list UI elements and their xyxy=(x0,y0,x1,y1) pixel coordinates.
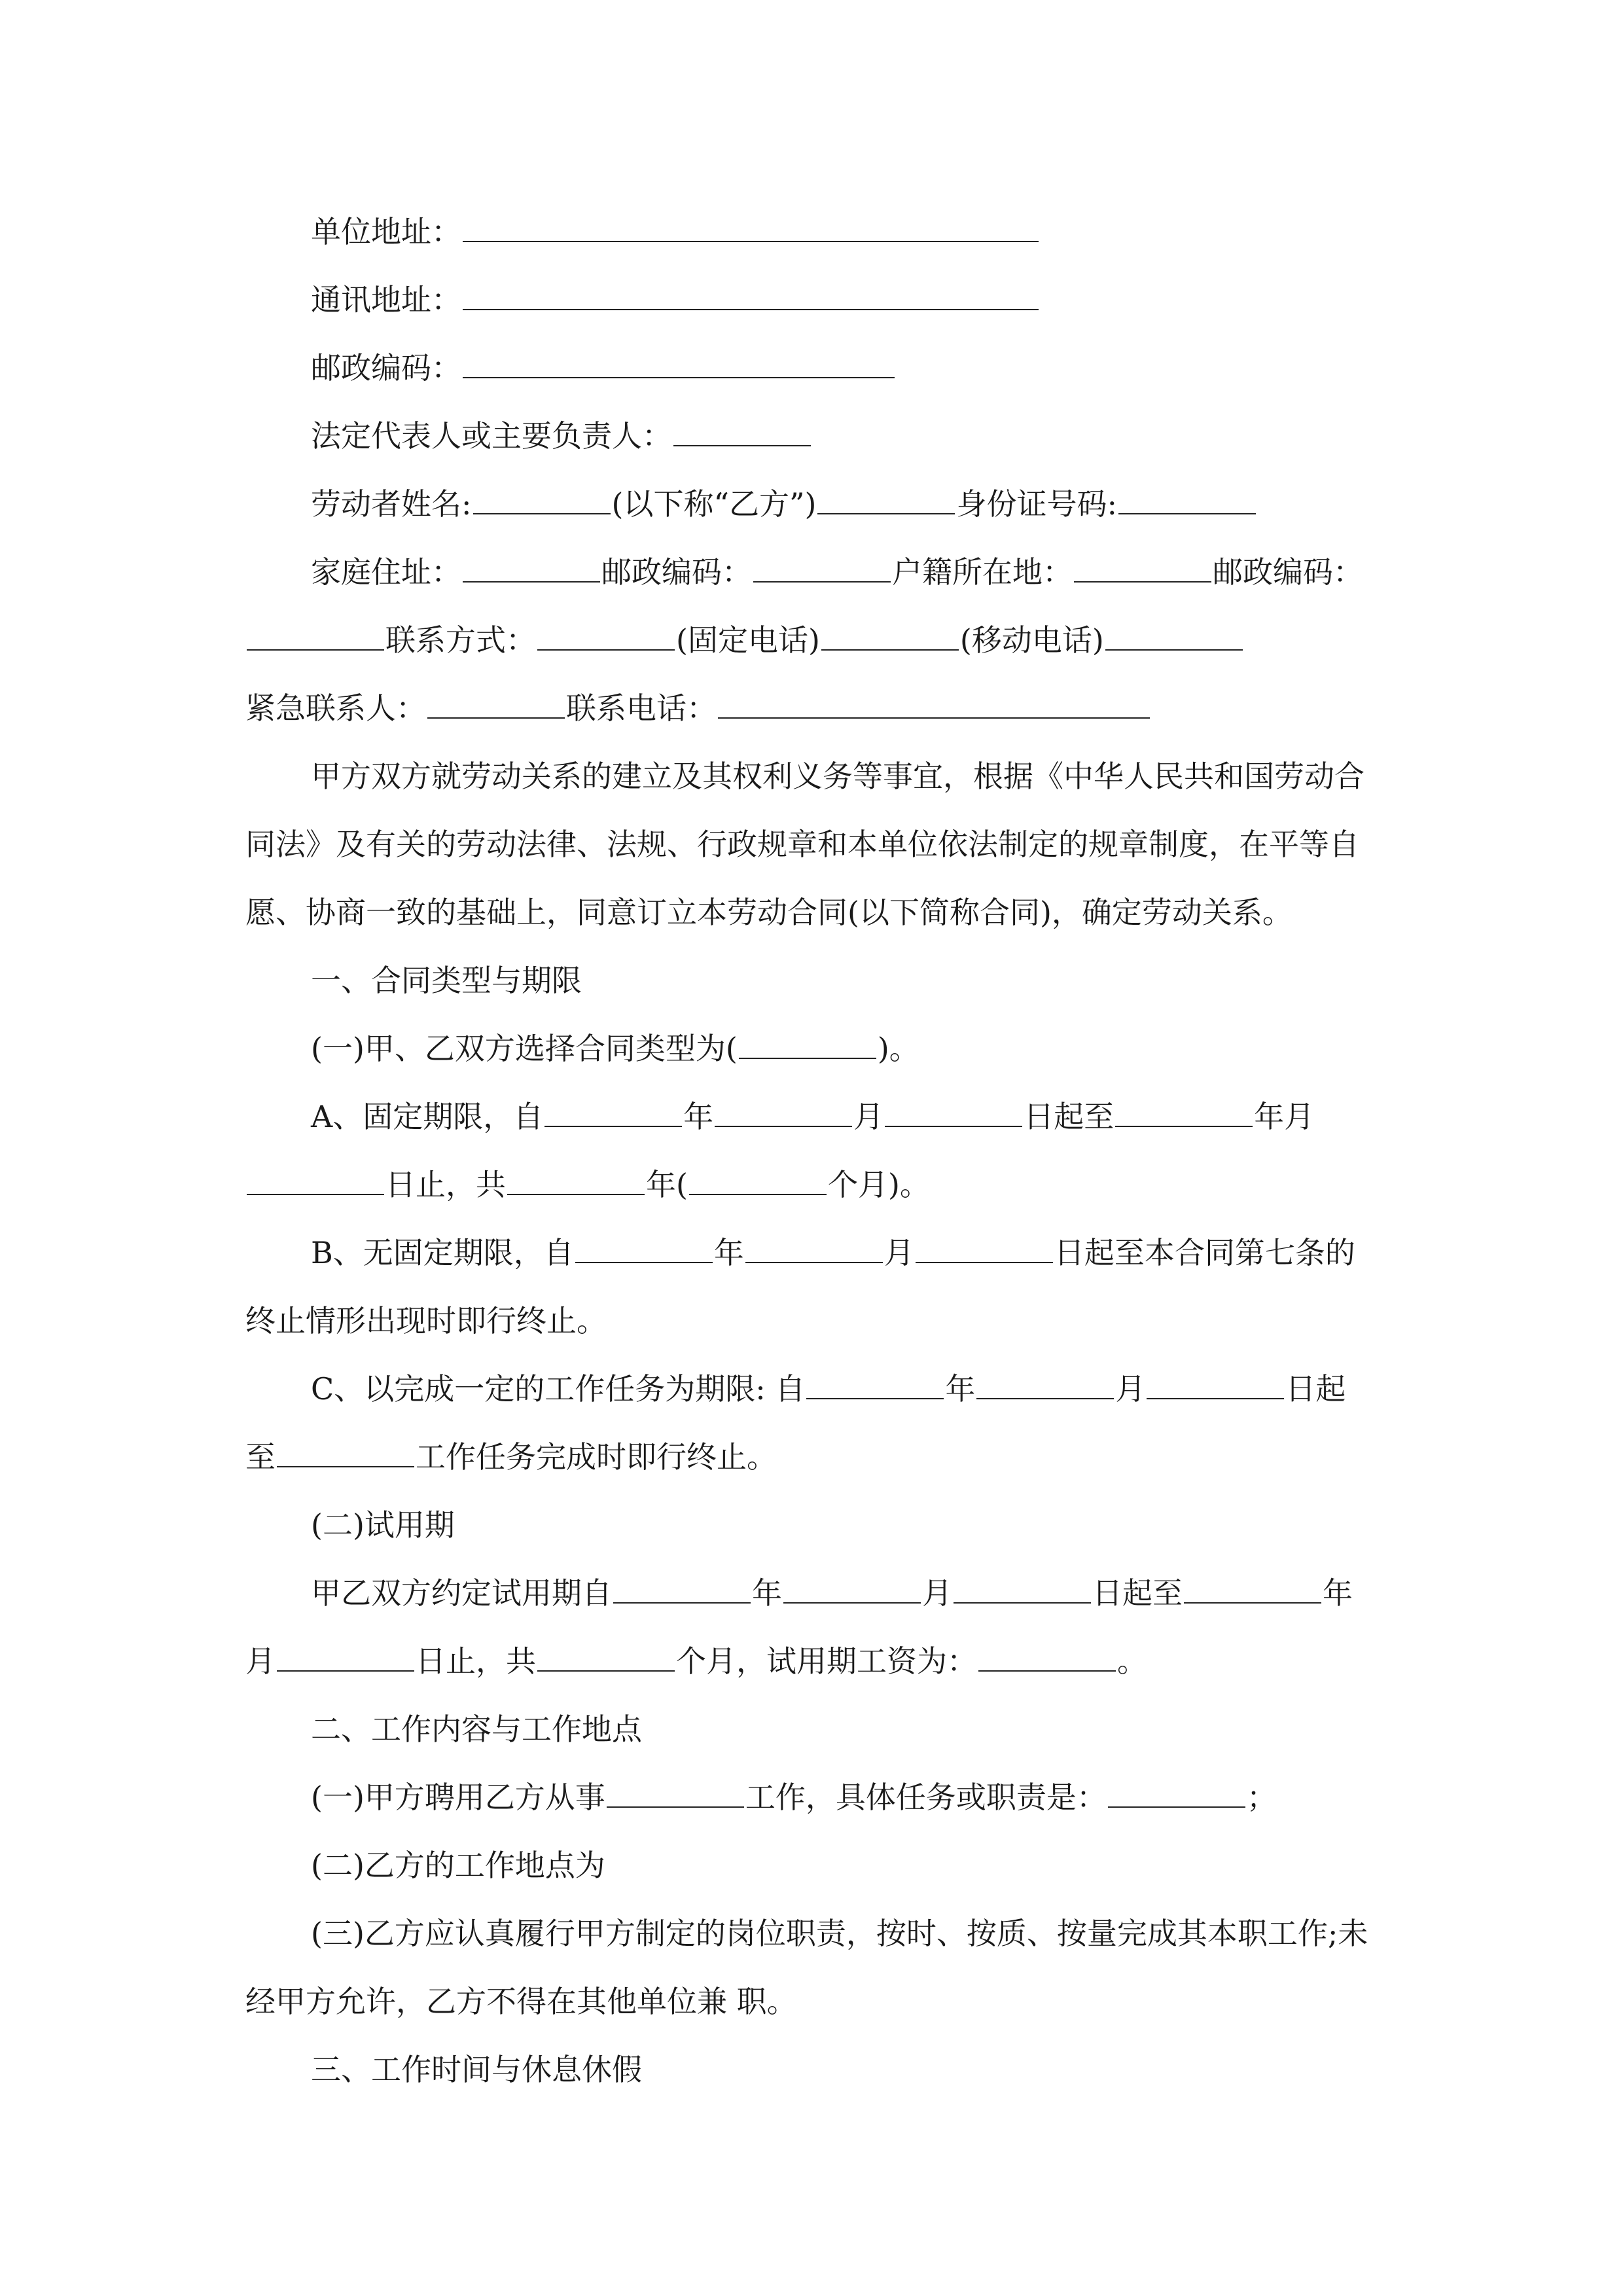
document-body xyxy=(245,198,1374,2104)
mail-address-line xyxy=(245,266,1374,334)
home-address-label: 家庭住址： xyxy=(311,554,461,590)
open-term-label: B、无固定期限，自 xyxy=(311,1235,574,1270)
contact-blank[interactable] xyxy=(537,649,675,651)
probation-title: (二)试用期 xyxy=(311,1507,455,1543)
fixed-phone-label: (固定电话) xyxy=(676,622,820,658)
worker-extra-blank[interactable] xyxy=(817,512,955,514)
contract-type-label: (一)甲、乙双方选择合同类型为( xyxy=(311,1031,738,1066)
legal-rep-label: 法定代表人或主要负责人： xyxy=(311,418,672,454)
job-line xyxy=(245,1763,1374,1831)
day-from-label: 日起至 xyxy=(1024,1099,1115,1134)
hukou-label: 户籍所在地： xyxy=(892,554,1073,590)
id-number-blank[interactable] xyxy=(1118,512,1256,514)
section-3-title: 三、工作时间与休息休假 xyxy=(311,2052,642,2087)
worker-name-label: 劳动者姓名: xyxy=(311,486,472,522)
worker-name-line xyxy=(245,470,1374,538)
job-duty-label: 工作，具体任务或职责是： xyxy=(745,1780,1107,1815)
probation-start-month-blank[interactable] xyxy=(783,1602,921,1604)
probation-months-blank[interactable] xyxy=(537,1670,675,1672)
section-1-title: 一、合同类型与期限 xyxy=(311,963,582,998)
legal-rep-line xyxy=(245,402,1374,470)
unit-address-label: 单位地址： xyxy=(311,214,461,249)
worker-name-blank[interactable] xyxy=(473,512,611,514)
fixed-start-month-blank[interactable] xyxy=(715,1125,852,1127)
job-blank[interactable] xyxy=(607,1806,744,1808)
day-from-label: 日起至 xyxy=(1092,1575,1183,1611)
month-label: 月 xyxy=(883,1235,914,1270)
mail-address-label: 通讯地址： xyxy=(311,282,461,317)
emergency-blank[interactable] xyxy=(427,717,565,719)
unit-address-line xyxy=(245,198,1374,266)
fixed-phone-blank[interactable] xyxy=(821,649,959,651)
task-term-label: C、以完成一定的工作任务为期限: 自 xyxy=(311,1371,806,1407)
probation-line xyxy=(245,1559,1374,1695)
fixed-years-label: 年( xyxy=(646,1167,688,1202)
fixed-term-line xyxy=(245,1083,1374,1219)
probation-wage-blank[interactable] xyxy=(978,1670,1116,1672)
probation-end-day-blank[interactable] xyxy=(277,1670,414,1672)
task-from-label: 起至 xyxy=(245,1371,1346,1475)
fixed-end-label: 日止，共 xyxy=(385,1167,506,1202)
open-start-day-blank[interactable] xyxy=(916,1261,1053,1263)
fixed-months-blank[interactable] xyxy=(689,1193,827,1195)
year-label: 年 xyxy=(945,1371,976,1407)
job-duty-close: ； xyxy=(1246,1780,1277,1815)
probation-end-year-blank[interactable] xyxy=(1184,1602,1321,1604)
intro-paragraph: 甲方双方就劳动关系的建立及其权利义务等事宜，根据《中华人民共和国劳动合同法》及有关的劳动法律、法规、行政规章和本单位依法制定的规章制度，在平等自愿、协商一致的基础上，同意订立本劳动合同(以下简称合同)，确定劳动关系。 xyxy=(245,759,1364,930)
emergency-line xyxy=(245,674,1374,742)
contract-type-line xyxy=(245,1014,1374,1083)
legal-rep-blank[interactable] xyxy=(673,444,811,446)
contract-type-close: )。 xyxy=(877,1031,919,1066)
contract-type-blank[interactable] xyxy=(739,1057,876,1059)
job-label: (一)甲方聘用乙方从事 xyxy=(311,1780,605,1815)
contact-label: 联系方式： xyxy=(385,622,536,658)
contact-phone-blank[interactable] xyxy=(718,717,1150,719)
probation-start-day-blank[interactable] xyxy=(954,1602,1091,1604)
postal-code-label: 邮政编码： xyxy=(311,350,461,386)
open-start-year-blank[interactable] xyxy=(575,1261,713,1263)
postal-code-2-label: 邮政编码： xyxy=(601,554,752,590)
home-address-blank[interactable] xyxy=(463,581,600,583)
fixed-years-blank[interactable] xyxy=(507,1193,645,1195)
job-duty-blank[interactable] xyxy=(1108,1806,1245,1808)
postal-code-3-label-b: 码： xyxy=(1303,554,1363,590)
day-label: 日 xyxy=(1285,1371,1316,1407)
postal-code-line xyxy=(245,334,1374,402)
probation-months-label: 个月，试用期工资为： xyxy=(676,1643,977,1679)
fixed-end-year-blank[interactable] xyxy=(1115,1125,1253,1127)
mobile-phone-blank[interactable] xyxy=(1105,649,1243,651)
probation-start-year-blank[interactable] xyxy=(613,1602,751,1604)
postal-code-3-label-a: 邮政编 xyxy=(1213,554,1303,590)
task-start-month-blank[interactable] xyxy=(976,1397,1114,1399)
fixed-start-day-blank[interactable] xyxy=(885,1125,1022,1127)
month-label: 月 xyxy=(922,1575,952,1611)
task-term-line xyxy=(245,1355,1374,1491)
postal-code-2-blank[interactable] xyxy=(753,581,891,583)
task-start-day-blank[interactable] xyxy=(1147,1397,1284,1399)
open-start-month-blank[interactable] xyxy=(745,1261,883,1263)
home-address-line xyxy=(245,538,1374,674)
duty-paragraph: (三)乙方应认真履行甲方制定的岗位职责，按时、按质、按量完成其本职工作;未经甲方允许，乙方不得在其他单位兼 职。 xyxy=(245,1916,1368,2019)
fixed-term-label: A、固定期限，自 xyxy=(311,1099,544,1134)
postal-code-blank[interactable] xyxy=(463,376,895,378)
probation-end-label: 日止，共 xyxy=(416,1643,536,1679)
work-location-line: (二)乙方的工作地点为 xyxy=(311,1848,605,1883)
contact-phone-label: 联系电话： xyxy=(566,691,717,726)
emergency-label: 紧急联系人： xyxy=(245,691,426,726)
task-start-year-blank[interactable] xyxy=(806,1397,944,1399)
postal-code-3-blank[interactable] xyxy=(247,649,384,651)
fixed-months-label: 个月)。 xyxy=(827,1167,930,1202)
year-label: 年 xyxy=(713,1235,744,1270)
id-number-label: 身份证号码: xyxy=(956,486,1117,522)
open-term-line xyxy=(245,1219,1374,1355)
open-term-tail: 日起至本合同第七条的终止情形出现时即行终止。 xyxy=(245,1235,1355,1338)
probation-label: 甲乙双方约定试用期自 xyxy=(311,1575,612,1611)
fixed-start-year-blank[interactable] xyxy=(544,1125,682,1127)
task-name-blank[interactable] xyxy=(277,1465,414,1467)
task-term-tail: 工作任务完成时即行终止。 xyxy=(416,1439,777,1475)
hukou-blank[interactable] xyxy=(1074,581,1211,583)
year-month-label: 年月 xyxy=(245,1575,1353,1679)
unit-address-blank[interactable] xyxy=(463,240,1039,242)
year-month-label: 年月 xyxy=(1254,1099,1315,1134)
worker-suffix: (以下称“乙方”) xyxy=(611,486,817,522)
probation-close: 。 xyxy=(1117,1643,1147,1679)
fixed-end-day-blank[interactable] xyxy=(247,1193,384,1195)
month-label: 月 xyxy=(853,1099,884,1134)
section-2-title: 二、工作内容与工作地点 xyxy=(311,1712,642,1747)
mobile-phone-label: (移动电话) xyxy=(959,622,1104,658)
year-label: 年 xyxy=(752,1575,782,1611)
month-label: 月 xyxy=(1115,1371,1146,1407)
mail-address-blank[interactable] xyxy=(463,308,1039,310)
year-label: 年 xyxy=(683,1099,714,1134)
